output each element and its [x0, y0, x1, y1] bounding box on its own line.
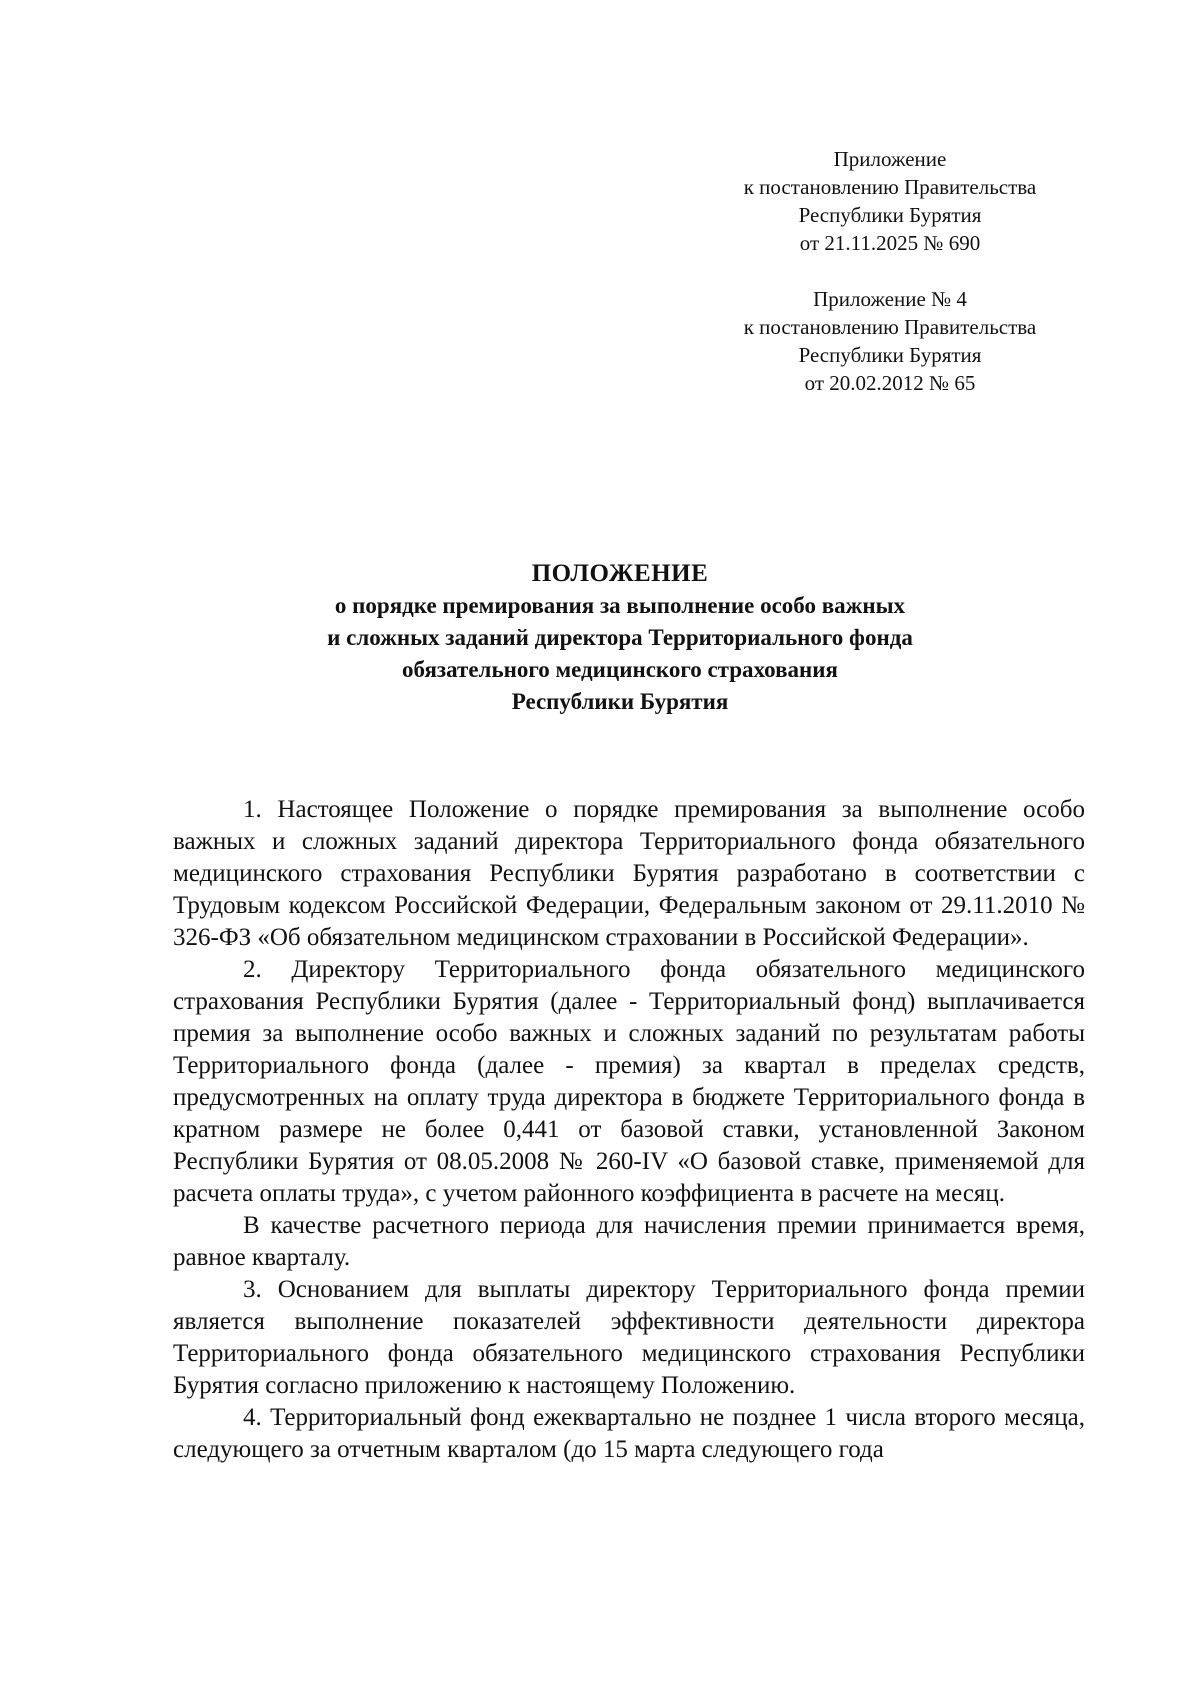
appendix-resolution-line: к постановлению Правительства	[743, 315, 1037, 339]
appendix-republic-line: Республики Бурятия	[798, 343, 982, 367]
appendix-date-number: от 20.02.2012 № 65	[804, 371, 976, 395]
appendix-label: Приложение № 4	[813, 287, 967, 311]
appendix-date-number: от 21.11.2025 № 690	[799, 231, 981, 255]
appendix-resolution-line: к постановлению Правительства	[743, 175, 1037, 199]
paragraph-2-period: В качестве расчетного периода для начисления премии принимается время, равное кварталу.	[173, 1212, 1085, 1271]
document-title-block	[170, 558, 1070, 718]
document-body	[173, 794, 1085, 1466]
appendix-republic-line: Республики Бурятия	[798, 203, 982, 227]
paragraph-1: 1. Настоящее Положение о порядке премирования за выполнение особо важных и сложных заданий директора Территориального фонда обязательного медицинского страхования Республики Бурятия разработано в соответствии с Трудовым кодексом Российской Федерации, Федеральным законом от 29.11.2010 № 326-ФЗ «Об обязательном медицинском страховании в Российской Федерации».	[173, 796, 1085, 951]
document-subtitle-line: и сложных заданий директора Территориального фонда	[327, 625, 913, 650]
paragraph-2: 2. Директору Территориального фонда обязательного медицинского страхования Республики Бурятия (далее - Территориальный фонд) выплачивается премия за выполнение особо важных и сложных заданий по результатам работы Территориального фонда (далее - премия) за квартал в пределах средств, предусмотренных на оплату труда директора в бюджете Территориального фонда в кратном размере не более 0,441 от базовой ставки, установленной Законом Республики Бурятия от 08.05.2008 № 260-IV «О базовой ставке, применяемой для расчета оплаты труда», с учетом районного коэффициента в расчете на месяц.	[173, 956, 1085, 1207]
document-title: ПОЛОЖЕНИЕ	[531, 560, 709, 587]
document-subtitle-line: о порядке премирования за выполнение особо важных	[334, 593, 906, 618]
paragraph-4: 4. Территориальный фонд ежеквартально не позднее 1 числа второго месяца, следующего за отчетным кварталом (до 15 марта следующего года	[173, 1404, 1085, 1463]
appendix-header-original	[700, 285, 1080, 397]
appendix-label: Приложение	[833, 147, 947, 171]
document-subtitle-line: Республики Бурятия	[511, 689, 729, 714]
paragraph-3: 3. Основанием для выплаты директору Территориального фонда премии является выполнение показателей эффективности деятельности директора Территориального фонда обязательного медицинского страхования Республики Бурятия согласно приложению к настоящему Положению.	[173, 1276, 1085, 1399]
document-subtitle-line: обязательного медицинского страхования	[402, 657, 838, 682]
appendix-header-current	[700, 145, 1080, 257]
